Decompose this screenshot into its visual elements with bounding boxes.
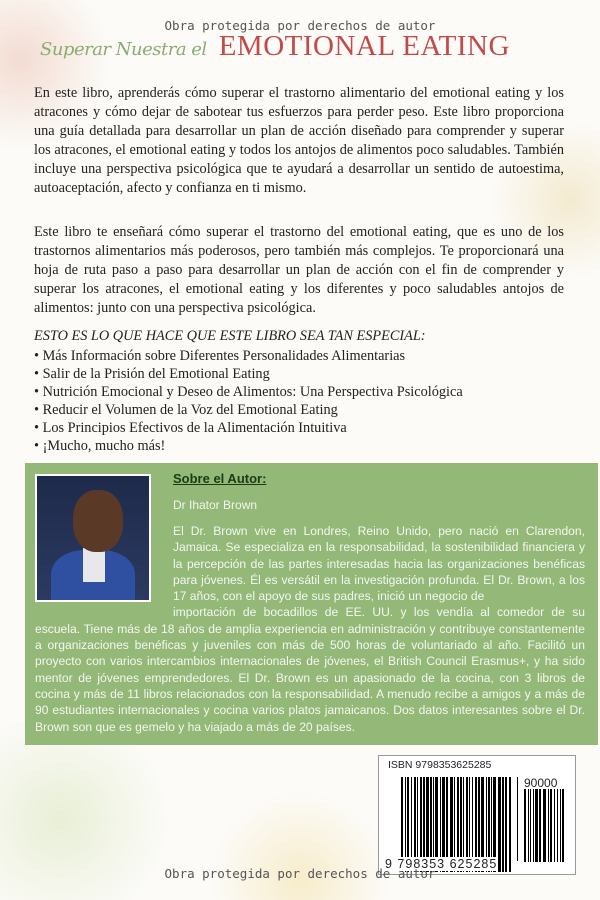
title-main: EMOTIONAL EATING [218,30,510,62]
list-item: • Reducir el Volumen de la Voz del Emotional Eating [34,401,574,419]
isbn-barcode [378,755,576,875]
barcode-bar [539,789,541,862]
watermark-bottom: Obra protegida por derechos de autor [164,866,436,881]
list-item: • Los Principios Efectivos de la Alimentación Intuitiva [34,419,574,437]
book-title [40,30,580,70]
list-item: • Nutrición Emocional y Deseo de Alimentos: Una Perspectiva Psicológica [34,383,574,401]
list-item: • Salir de la Prisión del Emotional Eating [34,365,574,383]
barcode-digits: 9 798353 625285 [385,857,498,871]
barcode-bar [524,789,526,862]
barcode-bar [560,789,561,862]
barcode-bar [543,789,546,862]
author-bio-part1: El Dr. Brown vive en Londres, Reino Unido, pero nació en Clarendon, Jamaica. Se especializa en la responsabilidad, la sostenibilidad financiera y la percepción de las partes interesadas hacia las organizaciones benéficas para jóvenes. Él es versátil en la investigación profunda. El Dr. Brown, a los 17 años, con el apoyo de sus padres, inició un negocio de [173,524,585,604]
description-paragraph-2: Este libro te enseñará cómo superar el trastorno del emotional eating, que es uno de los trastornos alimentarios más poderosos, pero también más complejos. Te proporcionará una hoja de ruta paso a paso para desarrollar un plan de acción con el fin de comprender y superar los atracones, el emotional eating y los diferentes y poco saludables antojos de alimentos: junto con una perspectiva psicológica. [34,224,564,316]
author-name: Dr Ihator Brown [173,498,258,512]
barcode-bar [557,789,558,862]
author-panel [25,463,598,745]
barcode-bar [528,789,529,862]
watermark-top: Obra protegida por derechos de autor [164,18,436,33]
author-heading: Sobre el Autor: [173,471,267,486]
barcode-bar [533,789,534,862]
author-section [35,471,585,735]
barcode-bar [554,789,555,862]
author-bio-part2: importación de bocadillos de EE. UU. y los vendía al comedor de su escuela. Tiene más de 18 años de amplia experiencia en administración y contribuye constantemente a organizaciones benéficas y juveniles con más de 500 horas de voluntariado al año. Facilitó un proyecto con varios intercambios internacionales de jóvenes, el British Council Erasmus+, y ha sido mentor de jóvenes emprendedores. El Dr. Brown es un apasionado de la cocina, con 3 libros de cocina y más de 11 libros relacionados con la responsabilidad. A menudo recibe a amigos y a más de 90 estudiantes internacionales y cocina varios platos jamaicanos. Dos datos interesantes sobre el Dr. Brown son que es gemelo y ha viajado a más de 20 países. [35,605,585,734]
list-item: • ¡Mucho, mucho más! [34,437,574,455]
price-addon: 90000 [524,776,558,790]
list-item: • Más Información sobre Diferentes Personalidades Alimentarias [34,347,574,365]
barcode-bar [498,777,501,872]
title-script: Superar Nuestra el [40,39,207,60]
isbn-label: ISBN 9798353625285 [388,759,492,771]
barcode-bar [502,777,504,872]
barcode-bar [550,789,552,862]
barcode-bar [530,789,531,862]
special-heading: ESTO ES LO QUE HACE QUE ESTE LIBRO SEA TAN ESPECIAL: [34,328,426,344]
author-photo [35,474,151,602]
barcode-bar [517,777,518,861]
barcode-bar [509,777,511,872]
barcode-bar [562,789,564,862]
barcode-bar [548,789,549,862]
barcode-bar [535,789,538,862]
feature-list [34,347,574,455]
special-section [34,327,574,455]
barcode-bar [505,777,507,872]
description-paragraph-1: En este libro, aprenderás cómo superar el trastorno alimentario del emotional eating y los atracones y cómo dejar de sabotear tus esfuerzos para perder peso. Este libro proporciona una guía detallada para desarrollar un plan de acción diseñado para comprender y superar los atracones, el emotional eating y todos los antojos de alimentos poco saludables. También incluye una perspectiva psicológica que te ayudará a desarrollar un sentido de autoestima, autoaceptación, afecto y confianza en ti mismo. [34,85,564,196]
